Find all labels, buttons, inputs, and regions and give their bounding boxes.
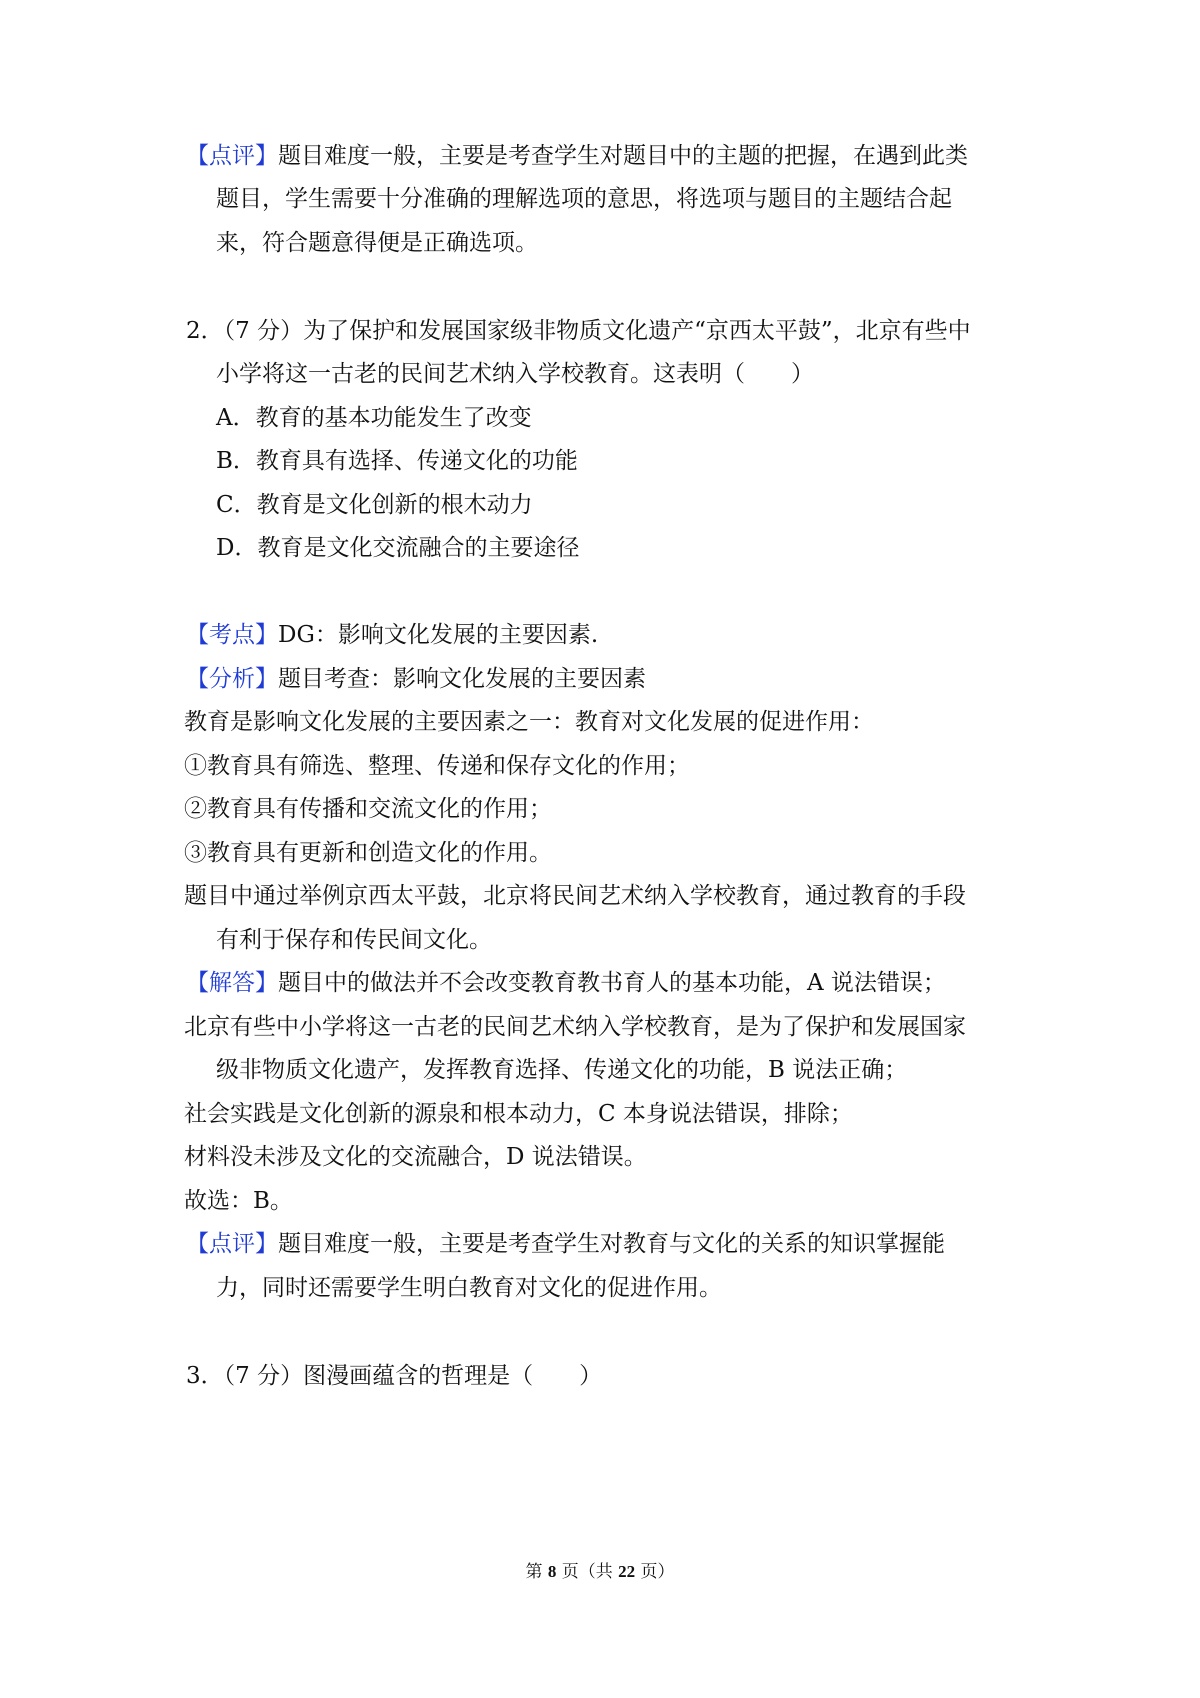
fenxi-line-6: 题目中通过举例京西太平鼓，北京将民间艺术纳入学校教育，通过教育的手段 (184, 883, 966, 909)
question-2-stem: 2．（7 分）为了保护和发展国家级非物质文化遗产“京西太平鼓”，北京有些中 (186, 318, 971, 344)
option-d: D．教育是文化交流融合的主要途径 (216, 535, 580, 561)
option-b: B．教育具有选择、传递文化的功能 (216, 448, 578, 474)
fenxi-tag: 【分析】 (186, 666, 278, 692)
jieda-line-5: 材料没未涉及文化的交流融合，D 说法错误。 (184, 1144, 647, 1170)
review-2-line-1: 【点评】题目难度一般，主要是考查学生对教育与文化的关系的知识掌握能 (186, 1231, 945, 1257)
fenxi-line-7: 有利于保存和传民间文化。 (216, 927, 492, 953)
fenxi-point-1: ①教育具有筛选、整理、传递和保存文化的作用； (184, 753, 690, 779)
review-1-line-2: 题目，学生需要十分准确的理解选项的意思，将选项与题目的主题结合起 (216, 186, 952, 212)
review-1-line-1: 【点评】题目难度一般，主要是考查学生对题目中的主题的把握，在遇到此类 (186, 143, 968, 169)
option-a: A．教育的基本功能发生了改变 (216, 405, 532, 431)
jieda-line-2: 北京有些中小学将这一古老的民间艺术纳入学校教育，是为了保护和发展国家 (184, 1014, 966, 1040)
kaodian-line: 【考点】DG：影响文化发展的主要因素. (186, 622, 599, 648)
fenxi-point-3: ③教育具有更新和创造文化的作用。 (184, 840, 552, 866)
jieda-line-4: 社会实践是文化创新的源泉和根本动力，C 本身说法错误，排除； (184, 1101, 853, 1127)
jieda-line: 【解答】题目中的做法并不会改变教育教书育人的基本功能，A 说法错误； (186, 970, 946, 996)
page-footer: 第 8 页（共 22 页） (525, 1562, 675, 1582)
page-number: 8 (547, 1562, 557, 1581)
fenxi-line: 【分析】题目考查：影响文化发展的主要因素 (186, 666, 646, 692)
review-tag: 【点评】 (186, 143, 278, 169)
review-2-line-2: 力，同时还需要学生明白教育对文化的促进作用。 (216, 1275, 722, 1301)
jieda-line-3: 级非物质文化遗产，发挥教育选择、传递文化的功能，B 说法正确； (216, 1057, 908, 1083)
page-total: 22 (618, 1562, 636, 1581)
review-1-line-3: 来，符合题意得便是正确选项。 (216, 230, 538, 256)
jieda-tag: 【解答】 (186, 970, 278, 996)
option-c: C．教育是文化创新的根木动力 (216, 492, 533, 518)
kaodian-tag: 【考点】 (186, 622, 278, 648)
fenxi-line-2: 教育是影响文化发展的主要因素之一：教育对文化发展的促进作用： (184, 709, 874, 735)
review-tag: 【点评】 (186, 1231, 278, 1257)
question-3-stem: 3．（7 分）图漫画蕴含的哲理是（ ） (186, 1363, 603, 1389)
fenxi-point-2: ②教育具有传播和交流文化的作用； (184, 796, 552, 822)
question-2-stem-cont: 小学将这一古老的民间艺术纳入学校教育。这表明（ ） (216, 361, 814, 387)
answer-line: 故选：B。 (184, 1188, 293, 1214)
